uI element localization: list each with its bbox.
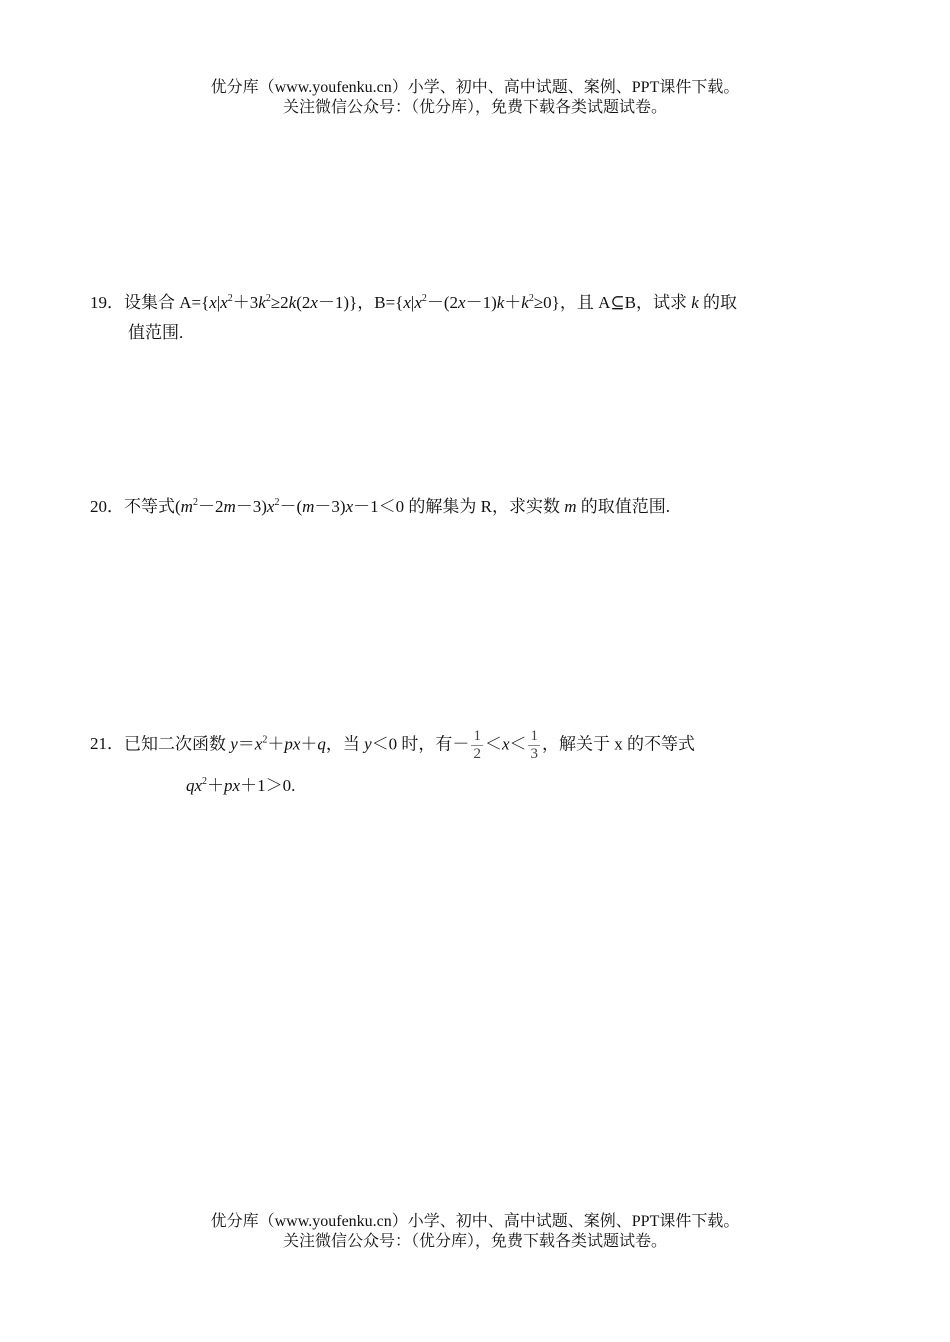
question-20: 20．不等式$(m^2-2m-3)x^2-(m-3)x-1<0$ 的解集为 R，求实数 m 的取值范围.: [90, 492, 670, 522]
fraction-one-half: $\frac{1}{2}$: [473, 728, 481, 762]
page-footer: [0, 1212, 950, 1252]
header-line-1: 优分库（www.youfenku.cn）小学、初中、高中试题、案例、PPT课件下载。: [210, 79, 740, 96]
question-number: 20．: [90, 497, 124, 516]
footer-line-1: 优分库（www.youfenku.cn）小学、初中、高中试题、案例、PPT课件下载。: [210, 1213, 740, 1230]
fraction-one-third: $\frac{1}{3}$: [530, 728, 538, 762]
question-21-line-2: $qx^2+px+1>0$.: [186, 776, 296, 795]
question-19: [90, 288, 737, 348]
question-21: [90, 728, 695, 801]
header-line-2: 关注微信公众号：（优分库），免费下载各类试题试卷。: [282, 99, 667, 116]
question-19-line-2: 值范围.: [128, 323, 184, 342]
footer-line-2: 关注微信公众号：（优分库），免费下载各类试题试卷。: [282, 1233, 667, 1250]
page-header: [0, 78, 950, 118]
question-21-line-1: 21．已知二次函数 $y=x^2+px+q$，当 y＜0 时，有－ $\frac{1}{2}$ ＜x＜ $\frac{1}{3}$ ，解关于 x 的不等式: [90, 728, 695, 762]
question-19-line-1: 19．设集合 $A=\{x|x^2+3k^2\ge 2k(2x-1)\}$，$B=\{x|x^2-(2x-1)k+k^2\ge 0\}$，且 A⊆B，试求 k 的取: [90, 288, 737, 318]
question-number: 21．: [90, 734, 124, 754]
question-number: 19．: [90, 293, 124, 312]
